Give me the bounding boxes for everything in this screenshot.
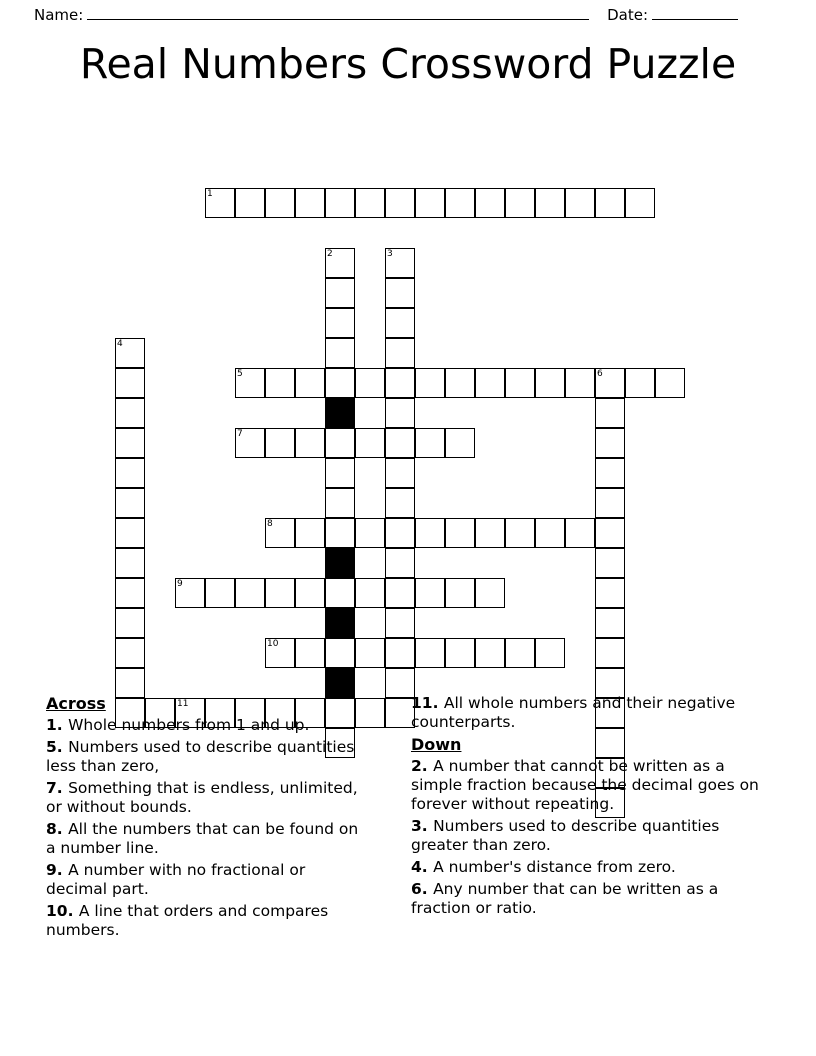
grid-cell[interactable] — [385, 518, 415, 548]
grid-cell[interactable] — [295, 518, 325, 548]
clue-item — [411, 757, 765, 814]
clue-number: 9. — [46, 861, 69, 880]
grid-cell[interactable] — [235, 578, 265, 608]
down-column — [365, 694, 765, 943]
grid-cell[interactable] — [595, 578, 625, 608]
grid-cell[interactable] — [265, 518, 295, 548]
name-date-row — [0, 0, 816, 24]
grid-cell[interactable] — [505, 638, 535, 668]
clue-text: Numbers used to describe quantities greater than zero. — [411, 816, 720, 855]
clue-item — [46, 779, 365, 817]
grid-cell[interactable] — [595, 548, 625, 578]
grid-cell[interactable] — [295, 638, 325, 668]
grid-cell[interactable] — [475, 518, 505, 548]
grid-cell[interactable] — [385, 338, 415, 368]
grid-cell[interactable] — [355, 188, 385, 218]
clue-text: Something that is endless, unlimited, or without bounds. — [46, 778, 358, 816]
across-clue-overflow — [411, 694, 765, 732]
grid-cell[interactable] — [415, 578, 445, 608]
grid-cell[interactable] — [625, 368, 655, 398]
down-clue-list — [411, 757, 765, 919]
grid-cell[interactable] — [115, 398, 145, 428]
grid-cell[interactable] — [535, 518, 565, 548]
grid-cell[interactable] — [115, 548, 145, 578]
clue-text: Numbers used to describe quantities less than zero, — [46, 737, 355, 775]
grid-cell[interactable] — [325, 428, 355, 458]
clue-text: A number's distance from zero. — [433, 858, 676, 877]
grid-cell[interactable] — [385, 398, 415, 428]
grid-cell[interactable] — [325, 578, 355, 608]
grid-cell[interactable] — [595, 638, 625, 668]
grid-cell[interactable] — [505, 518, 535, 548]
grid-cell[interactable] — [625, 188, 655, 218]
grid-cell[interactable] — [325, 278, 355, 308]
grid-cell[interactable] — [475, 368, 505, 398]
grid-cell[interactable] — [445, 188, 475, 218]
clue-number: 5. — [46, 737, 69, 756]
grid-cell[interactable] — [595, 458, 625, 488]
grid-cell[interactable] — [385, 638, 415, 668]
across-heading: Across — [46, 694, 106, 713]
grid-cell-number: 11 — [177, 699, 189, 709]
grid-cell[interactable] — [325, 338, 355, 368]
grid-cell[interactable] — [265, 578, 295, 608]
grid-cell-blocked — [325, 548, 355, 578]
clue-number: 3. — [411, 816, 434, 835]
grid-cell[interactable] — [205, 188, 235, 218]
grid-cell[interactable] — [115, 338, 145, 368]
grid-cell[interactable] — [385, 248, 415, 278]
grid-cell[interactable] — [325, 308, 355, 338]
across-column — [0, 694, 365, 943]
grid-cell[interactable] — [355, 518, 385, 548]
grid-cell[interactable] — [115, 578, 145, 608]
clue-text: Any number that can be written as a fraction or ratio. — [411, 880, 719, 918]
grid-cell[interactable] — [115, 458, 145, 488]
grid-cell[interactable] — [385, 278, 415, 308]
date-write-line[interactable] — [652, 7, 738, 20]
grid-cell-blocked — [325, 398, 355, 428]
grid-cell[interactable] — [295, 368, 325, 398]
grid-cell[interactable] — [385, 188, 415, 218]
clue-text: All whole numbers and their negative counterparts. — [411, 694, 736, 732]
grid-cell[interactable] — [535, 638, 565, 668]
down-heading: Down — [411, 735, 462, 755]
grid-cell[interactable] — [445, 518, 475, 548]
grid-cell-number: 5 — [237, 369, 243, 379]
clue-number: 10. — [46, 902, 79, 921]
grid-cell[interactable] — [385, 428, 415, 458]
grid-cell[interactable] — [355, 368, 385, 398]
grid-cell[interactable] — [325, 488, 355, 518]
page-title: Real Numbers Crossword Puzzle — [79, 40, 737, 88]
grid-cell-number: 10 — [267, 639, 279, 649]
grid-cell[interactable] — [385, 578, 415, 608]
grid-cell-number: 6 — [597, 369, 603, 379]
grid-cell[interactable] — [385, 458, 415, 488]
grid-cell-number: 3 — [387, 249, 393, 259]
grid-cell[interactable] — [385, 308, 415, 338]
grid-cell[interactable] — [595, 188, 625, 218]
grid-cell[interactable] — [265, 188, 295, 218]
name-write-line[interactable] — [87, 7, 589, 20]
grid-cell-number: 2 — [327, 249, 333, 259]
grid-cell[interactable] — [565, 188, 595, 218]
name-label: Name: — [34, 6, 84, 24]
clue-text: A number with no fractional or decimal part. — [46, 861, 306, 899]
grid-cell[interactable] — [415, 428, 445, 458]
grid-cell[interactable] — [565, 518, 595, 548]
grid-cell[interactable] — [295, 188, 325, 218]
grid-cell[interactable] — [385, 488, 415, 518]
grid-cell[interactable] — [445, 638, 475, 668]
grid-cell[interactable] — [535, 188, 565, 218]
grid-cell[interactable] — [355, 428, 385, 458]
clue-item — [46, 902, 365, 940]
grid-cell[interactable] — [115, 518, 145, 548]
grid-cell[interactable] — [295, 578, 325, 608]
grid-cell[interactable] — [655, 368, 685, 398]
grid-cell[interactable] — [355, 638, 385, 668]
grid-cell[interactable] — [235, 368, 265, 398]
grid-cell[interactable] — [595, 488, 625, 518]
grid-cell-number: 4 — [117, 339, 123, 349]
clue-text: A number that cannot be written as a simple fraction because the decimal goes on forever without repeating. — [411, 756, 759, 813]
grid-cell[interactable] — [325, 368, 355, 398]
grid-cell[interactable] — [265, 638, 295, 668]
clue-item — [411, 694, 765, 732]
grid-cell[interactable] — [235, 428, 265, 458]
grid-cell[interactable] — [325, 518, 355, 548]
grid-cell-blocked — [325, 608, 355, 638]
grid-cell[interactable] — [415, 518, 445, 548]
grid-cell[interactable] — [445, 578, 475, 608]
grid-cell[interactable] — [115, 638, 145, 668]
clue-item — [46, 738, 365, 776]
date-label: Date: — [607, 6, 648, 24]
grid-cell[interactable] — [595, 518, 625, 548]
clue-text: Whole numbers from 1 and up. — [68, 715, 310, 734]
grid-cell[interactable] — [325, 638, 355, 668]
grid-cell[interactable] — [385, 368, 415, 398]
grid-cell[interactable] — [265, 428, 295, 458]
grid-cell[interactable] — [475, 638, 505, 668]
grid-cell[interactable] — [595, 608, 625, 638]
grid-cell-number: 1 — [207, 189, 213, 199]
grid-cell[interactable] — [325, 248, 355, 278]
grid-cell-number: 9 — [177, 579, 183, 589]
grid-cell[interactable] — [595, 368, 625, 398]
grid-cell[interactable] — [445, 428, 475, 458]
clue-item — [46, 820, 365, 858]
grid-cell[interactable] — [175, 578, 205, 608]
grid-cell[interactable] — [505, 368, 535, 398]
grid-cell[interactable] — [595, 428, 625, 458]
grid-cell[interactable] — [445, 368, 475, 398]
clue-item — [411, 880, 765, 918]
across-clue-list — [46, 716, 365, 941]
grid-cell[interactable] — [325, 188, 355, 218]
grid-cell[interactable] — [265, 368, 295, 398]
clue-text: A line that orders and compares numbers. — [46, 902, 329, 940]
clue-item — [46, 861, 365, 899]
clue-number: 6. — [411, 880, 434, 899]
grid-cell[interactable] — [115, 368, 145, 398]
clue-text: All the numbers that can be found on a number line. — [46, 819, 359, 858]
grid-cell-number: 8 — [267, 519, 273, 529]
clue-number: 7. — [46, 778, 69, 797]
clue-item — [46, 716, 365, 735]
grid-cell[interactable] — [385, 608, 415, 638]
clue-item — [411, 817, 765, 855]
grid-cell[interactable] — [475, 578, 505, 608]
grid-cell[interactable] — [115, 428, 145, 458]
grid-cell[interactable] — [115, 488, 145, 518]
clues-section — [0, 694, 816, 943]
clue-number: 2. — [411, 756, 434, 775]
clue-number: 4. — [411, 858, 434, 877]
grid-cell[interactable] — [415, 188, 445, 218]
grid-cell[interactable] — [385, 548, 415, 578]
grid-cell[interactable] — [565, 368, 595, 398]
grid-cell[interactable] — [325, 458, 355, 488]
grid-cell[interactable] — [235, 188, 265, 218]
grid-cell[interactable] — [115, 608, 145, 638]
grid-cell[interactable] — [505, 188, 535, 218]
grid-cell-number: 7 — [237, 429, 243, 439]
grid-cell[interactable] — [415, 368, 445, 398]
clue-number: 1. — [46, 715, 69, 734]
grid-cell[interactable] — [535, 368, 565, 398]
grid-cell[interactable] — [415, 638, 445, 668]
grid-cell[interactable] — [595, 398, 625, 428]
clue-number: 8. — [46, 819, 69, 838]
grid-cell[interactable] — [475, 188, 505, 218]
clue-number: 11. — [411, 694, 444, 712]
grid-cell[interactable] — [355, 578, 385, 608]
clue-item — [411, 858, 765, 877]
grid-cell[interactable] — [205, 578, 235, 608]
grid-cell[interactable] — [295, 428, 325, 458]
